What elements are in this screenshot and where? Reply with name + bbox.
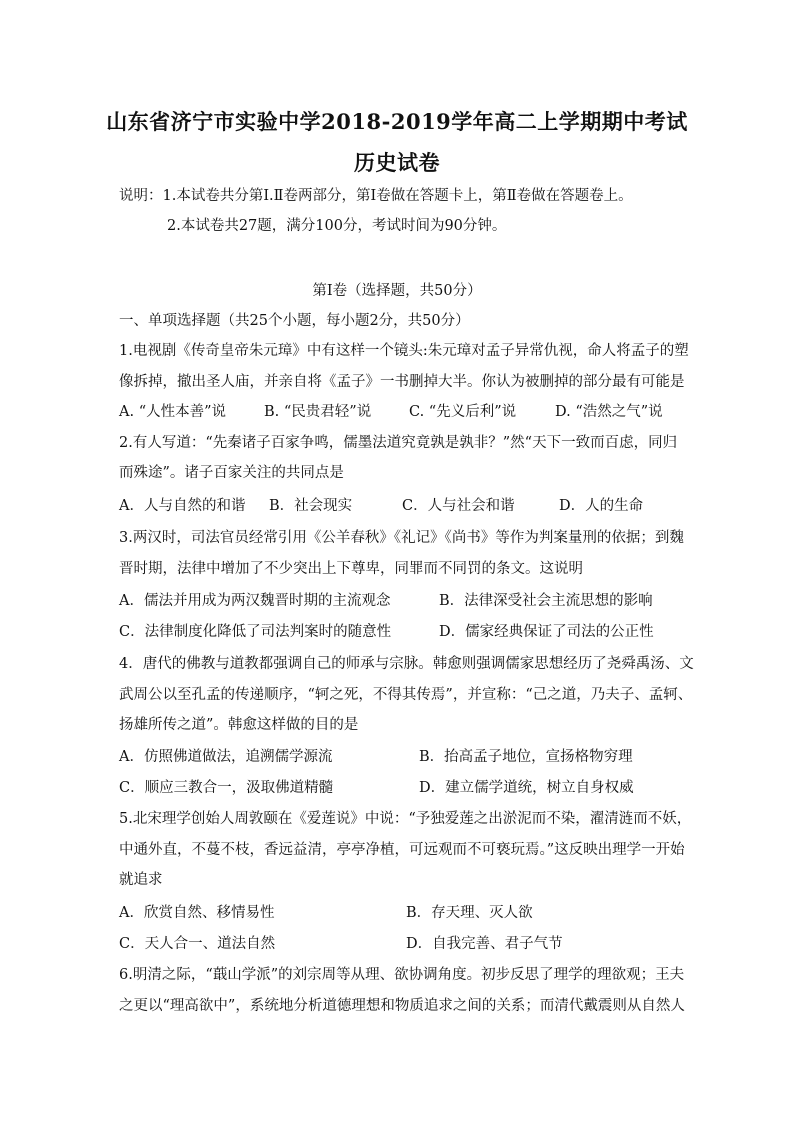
q6-stem-line-2: 之更以“理高欲中”，系统地分析道德理想和物质追求之间的关系；而清代戴震则从自然人 [119, 998, 685, 1014]
q5-option-a[interactable]: A．欣赏自然、移情易性 [119, 905, 275, 921]
q5-options-row-1 [119, 903, 679, 923]
section-heading: 第Ⅰ卷（选择题，共50分） [312, 283, 482, 299]
q1-options [119, 402, 679, 422]
q4-option-d[interactable]: D．建立儒学道统，树立自身权威 [419, 780, 634, 796]
instruction-2: 2.本试卷共27题，满分100分，考试时间为90分钟。 [167, 218, 507, 234]
q4-options-row-2 [119, 778, 679, 798]
q6-stem-line-1: 6.明清之际，“蕺山学派”的刘宗周等从理、欲协调角度。初步反思了理学的理欲观；王夫 [119, 967, 685, 983]
q5-stem-line-1: 5.北宋理学创始人周敦颐在《爱莲说》中说：“予独爱莲之出淤泥而不染，濯清涟而不妖， [119, 811, 692, 827]
q4-stem-line-2: 武周公以至孔孟的传递顺序，“轲之死，不得其传焉”，并宣称：“己之道，乃夫子、孟轲、 [119, 687, 693, 703]
q4-option-b[interactable]: B．抬高孟子地位，宣扬格物穷理 [419, 749, 633, 765]
q2-stem-line-2: 而殊途”。诸子百家关注的共同点是 [119, 465, 344, 481]
q3-stem-line-1: 3.两汉时，司法官员经常引用《公羊春秋》《礼记》《尚书》等作为判案量刑的依据；到魏 [119, 530, 684, 546]
q4-stem-line-3: 扬雄所传之道”。韩愈这样做的目的是 [119, 717, 359, 733]
q5-stem-line-3: 就追求 [119, 872, 163, 888]
q2-option-c[interactable]: C．人与社会和谐 [402, 498, 515, 514]
q3-option-a[interactable]: A．儒法并用成为两汉魏晋时期的主流观念 [119, 593, 391, 609]
q5-options-row-2 [119, 934, 679, 954]
q3-options-row-2 [119, 622, 679, 642]
q1-option-d[interactable]: D. “浩然之气”说 [555, 404, 663, 420]
exam-subtitle: 历史试卷 [354, 150, 440, 175]
q2-option-b[interactable]: B．社会现实 [269, 498, 353, 514]
q2-options [119, 496, 679, 516]
part-heading: 一、单项选择题（共25个小题，每小题2分，共50分） [119, 313, 470, 329]
q4-options-row-1 [119, 747, 679, 767]
q4-option-a[interactable]: A．仿照佛道做法，追溯儒学源流 [119, 749, 333, 765]
q1-option-b[interactable]: B. “民贵君轻”说 [264, 404, 372, 420]
q1-stem-line-2: 像拆掉，撤出圣人庙，并亲自将《孟子》一书删掉大半。你认为被删掉的部分最有可能是 [119, 374, 685, 390]
q5-option-d[interactable]: D．自我完善、君子气节 [406, 936, 563, 952]
q5-option-b[interactable]: B．存天理、灭人欲 [406, 905, 533, 921]
q3-stem-line-2: 晋时期，法律中增加了不少突出上下尊卑，同罪而不同罚的条文。这说明 [119, 561, 583, 577]
q1-stem-line-1: 1.电视剧《传奇皇帝朱元璋》中有这样一个镜头:朱元璋对孟子异常仇视，命人将孟子的塑 [119, 343, 689, 359]
q2-stem-line-1: 2.有人写道：“先秦诸子百家争鸣，儒墨法道究竟孰是孰非？”然“天下一致而百虑，同归 [119, 435, 678, 451]
q3-option-b[interactable]: B．法律深受社会主流思想的影响 [439, 593, 653, 609]
q5-stem-line-2: 中通外直，不蔓不枝，香远益清，亭亭净植，可远观而不可亵玩焉。”这反映出理学一开始 [119, 842, 685, 858]
q1-option-a[interactable]: A. “人性本善”说 [119, 404, 227, 420]
q2-option-d[interactable]: D．人的生命 [559, 498, 644, 514]
q1-option-c[interactable]: C. “先义后利”说 [409, 404, 517, 420]
q2-option-a[interactable]: A．人与自然的和谐 [119, 498, 246, 514]
exam-title: 山东省济宁市实验中学2018-2019学年高二上学期期中考试 [106, 109, 688, 134]
q4-stem-line-1: 4．唐代的佛教与道教都强调自己的师承与宗脉。韩愈则强调儒家思想经历了尧舜禹汤、文 [119, 656, 694, 672]
q4-option-c[interactable]: C．顺应三教合一，汲取佛道精髓 [119, 780, 334, 796]
q3-options-row-1 [119, 591, 679, 611]
q5-option-c[interactable]: C．天人合一、道法自然 [119, 936, 276, 952]
q3-option-c[interactable]: C．法律制度化降低了司法判案时的随意性 [119, 624, 392, 640]
q3-option-d[interactable]: D．儒家经典保证了司法的公正性 [439, 624, 654, 640]
instruction-1: 说明：1.本试卷共分第Ⅰ.Ⅱ卷两部分，第Ⅰ卷做在答题卡上，第Ⅱ卷做在答题卷上。 [119, 188, 633, 204]
